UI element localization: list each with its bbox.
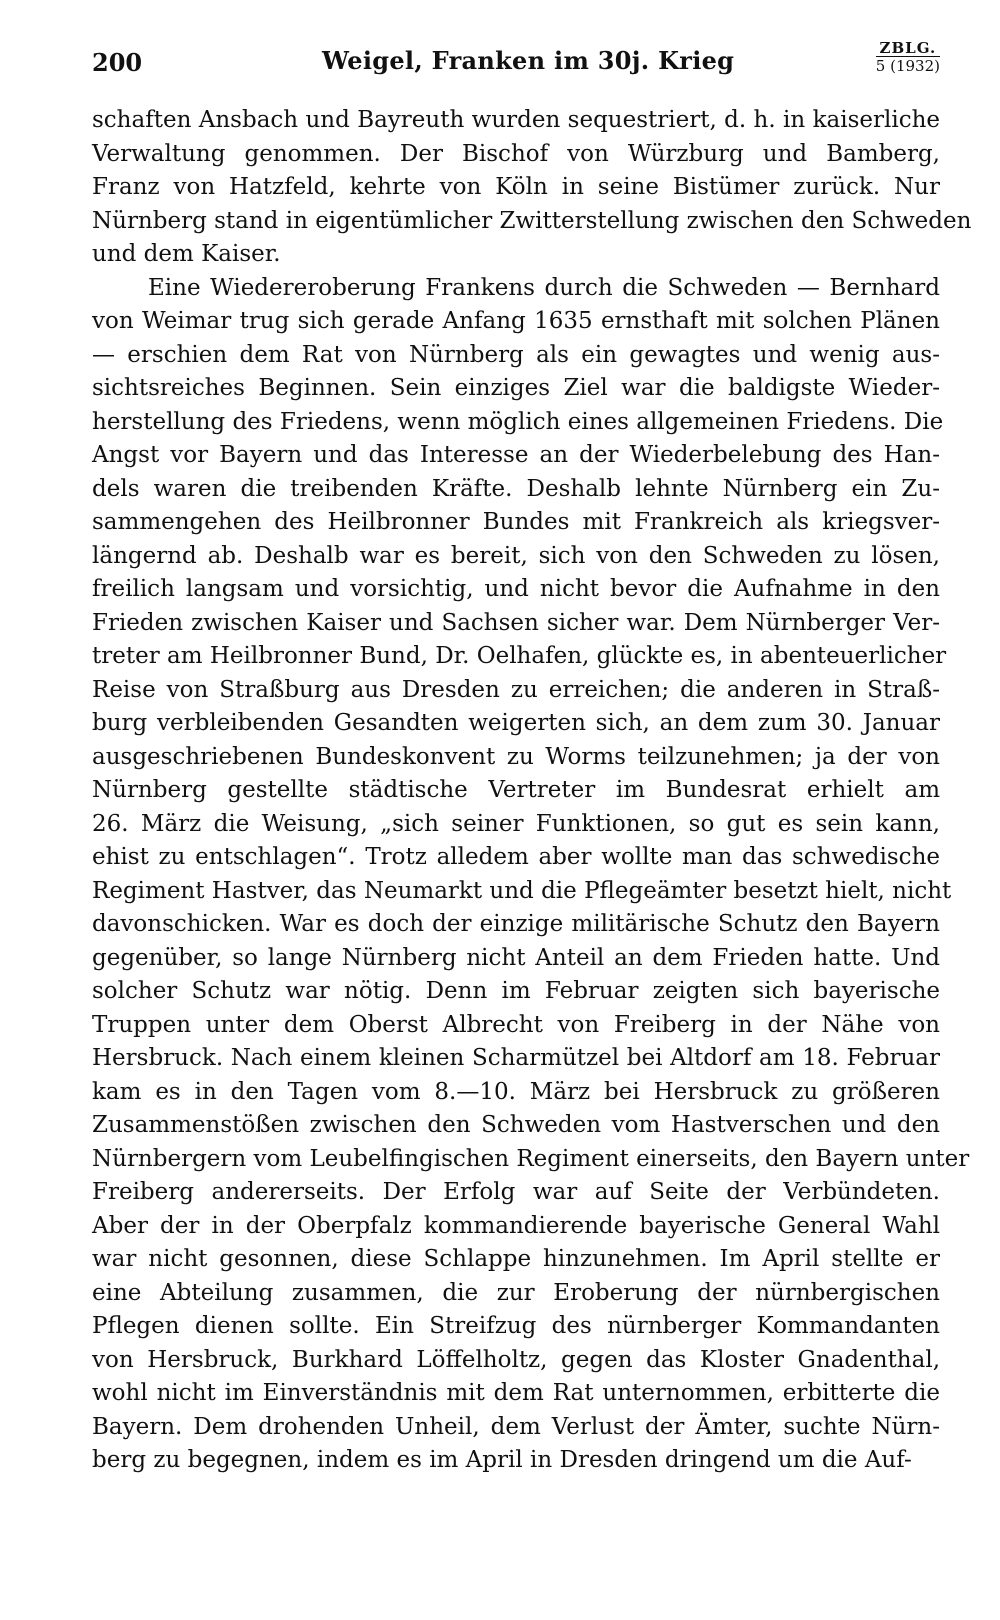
- text-line: ausgeschriebenen Bundeskonvent zu Worms teilzunehmen; ja der von: [92, 743, 940, 770]
- text-line: solcher Schutz war nötig. Denn im Februar zeigten sich bayerische: [92, 978, 940, 1004]
- text-line: ehist zu entschlagen“. Trotz alledem aber wollte man das schwedische: [92, 844, 940, 870]
- text-line: gegenüber, so lange Nürnberg nicht Anteil an dem Frieden hatte. Und: [92, 944, 940, 971]
- running-title: Weigel, Franken im 30j. Krieg: [322, 46, 735, 75]
- text-line: kam es in den Tagen vom 8.—10. März bei Hersbruck zu größeren: [92, 1078, 940, 1105]
- text-line: war nicht gesonnen, diese Schlappe hinzunehmen. Im April stellte er: [92, 1246, 940, 1272]
- text-line: von Weimar trug sich gerade Anfang 1635 ernsthaft mit solchen Plänen: [92, 308, 940, 334]
- text-line: berg zu begegnen, indem es im April in Dresden dringend um die Auf-: [92, 1447, 912, 1473]
- text-line: sammengehen des Heilbronner Bundes mit Frankreich als kriegsver-: [92, 509, 940, 535]
- journal-abbreviation: ZBLG.: [879, 39, 937, 57]
- text-line: und dem Kaiser.: [92, 241, 281, 267]
- text-line: — erschien dem Rat von Nürnberg als ein gewagtes und wenig aus-: [92, 341, 940, 368]
- text-line: von Hersbruck, Burkhard Löffelholtz, gegen das Kloster Gnadenthal,: [92, 1346, 940, 1373]
- text-line: Bayern. Dem drohenden Unheil, dem Verlust der Ämter, suchte Nürn-: [92, 1413, 940, 1440]
- paragraph-continuation: [92, 104, 972, 272]
- body-text: [92, 104, 972, 1478]
- text-line: herstellung des Friedens, wenn möglich eines allgemeinen Friedens. Die: [92, 408, 944, 435]
- text-line: Hersbruck. Nach einem kleinen Scharmützel bei Altdorf am 18. Februar: [92, 1045, 940, 1071]
- text-line: 26. März die Weisung, „sich seiner Funktionen, so gut es sein kann,: [92, 810, 940, 837]
- text-line: Pflegen dienen sollte. Ein Streifzug des nürnberger Kommandanten: [92, 1313, 940, 1339]
- text-line: Regiment Hastver, das Neumarkt und die Pflegeämter besetzt hielt, nicht: [92, 877, 952, 904]
- page-header: [92, 40, 940, 90]
- text-line: Nürnberg stand in eigentümlicher Zwitterstellung zwischen den Schweden: [92, 207, 972, 234]
- text-line: Eine Wiedereroberung Frankens durch die Schweden — Bernhard: [148, 274, 940, 301]
- page-number: 200: [92, 48, 143, 77]
- text-line: burg verbleibenden Gesandten weigerten sich, an dem zum 30. Januar: [92, 710, 940, 736]
- text-line: Angst vor Bayern und das Interesse an der Wiederbelebung des Han-: [92, 442, 940, 468]
- paragraph-swedish-reconquest: [92, 272, 970, 1478]
- journal-volume: 5 (1932): [875, 57, 940, 75]
- text-line: Aber der in der Oberpfalz kommandierende bayerische General Wahl: [92, 1212, 940, 1239]
- text-line: Truppen unter dem Oberst Albrecht von Freiberg in der Nähe von: [92, 1011, 940, 1038]
- text-line: wohl nicht im Einverständnis mit dem Rat unternommen, erbitterte die: [92, 1380, 940, 1406]
- text-line: Zusammenstößen zwischen den Schweden vom Hastverschen und den: [92, 1112, 940, 1138]
- text-line: treter am Heilbronner Bund, Dr. Oelhafen, glückte es, in abenteuerlicher: [92, 643, 947, 669]
- text-line: längernd ab. Deshalb war es bereit, sich von den Schweden zu lösen,: [92, 542, 940, 569]
- text-line: Reise von Straßburg aus Dresden zu erreichen; die anderen in Straß-: [92, 676, 940, 703]
- text-line: sichtsreiches Beginnen. Sein einziges Ziel war die baldigste Wieder-: [92, 375, 940, 401]
- text-line: dels waren die treibenden Kräfte. Deshalb lehnte Nürnberg ein Zu-: [92, 475, 940, 502]
- text-line: Verwaltung genommen. Der Bischof von Würzburg und Bamberg,: [92, 140, 940, 167]
- text-line: Nürnbergern vom Leubelfingischen Regiment einerseits, den Bayern unter: [92, 1145, 970, 1172]
- text-line: eine Abteilung zusammen, die zur Eroberung der nürnbergischen: [92, 1279, 940, 1306]
- document-page: [92, 39, 972, 1478]
- journal-reference: [876, 40, 940, 74]
- text-line: freilich langsam und vorsichtig, und nicht bevor die Aufnahme in den: [92, 576, 940, 602]
- text-line: Franz von Hatzfeld, kehrte von Köln in seine Bistümer zurück. Nur: [92, 174, 940, 200]
- text-line: Frieden zwischen Kaiser und Sachsen sicher war. Dem Nürnberger Ver-: [92, 609, 940, 636]
- text-line: davonschicken. War es doch der einzige militärische Schutz den Bayern: [92, 911, 940, 937]
- text-line: Nürnberg gestellte städtische Vertreter im Bundesrat erhielt am: [92, 777, 940, 803]
- text-line: schaften Ansbach und Bayreuth wurden sequestriert, d. h. in kaiserliche: [92, 107, 940, 133]
- text-line: Freiberg andererseits. Der Erfolg war auf Seite der Verbündeten.: [92, 1179, 940, 1205]
